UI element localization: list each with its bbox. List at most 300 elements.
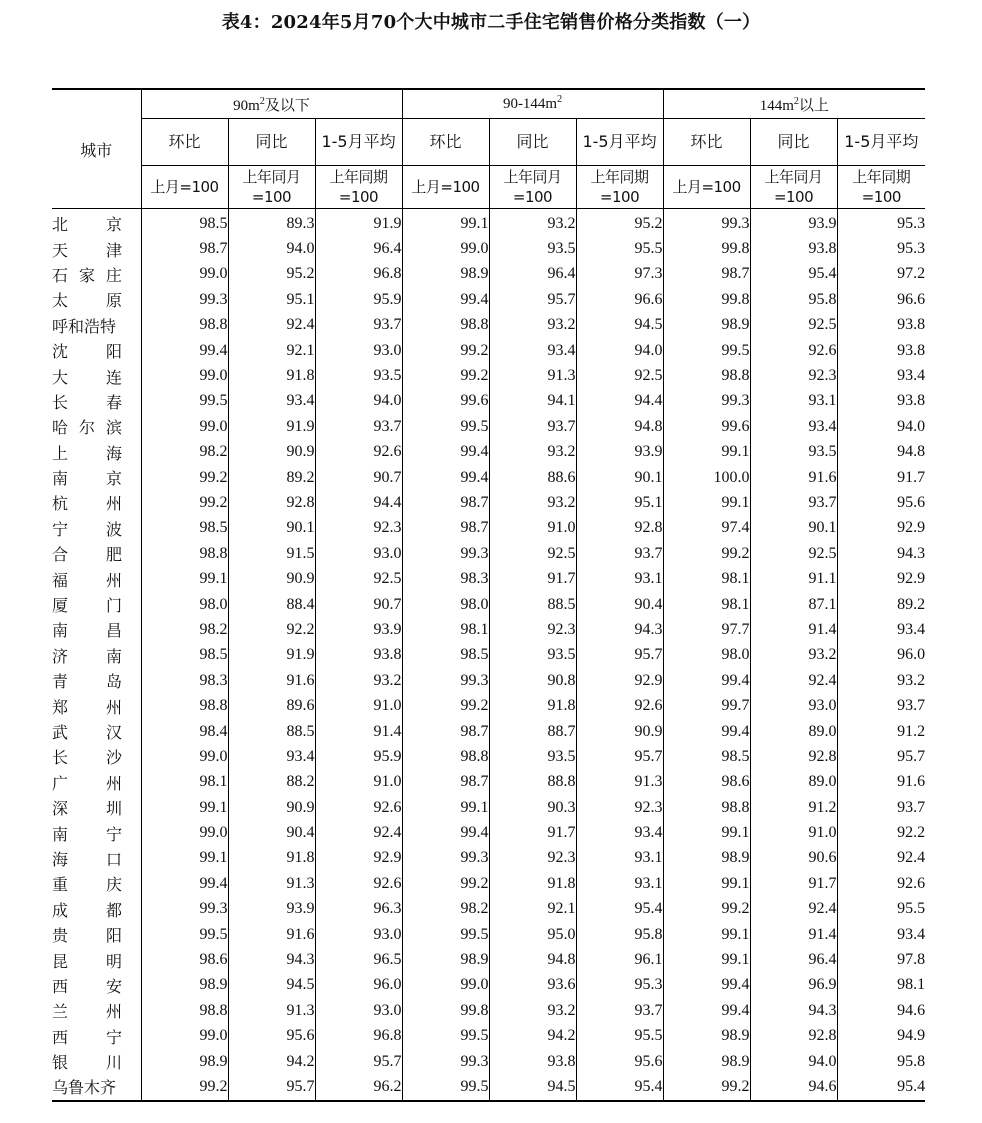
index-value: 92.3	[315, 516, 402, 541]
index-value: 88.4	[228, 592, 315, 617]
index-value: 99.3	[402, 1049, 489, 1074]
index-value: 92.8	[228, 490, 315, 515]
index-value: 93.8	[315, 643, 402, 668]
index-value: 95.7	[489, 287, 576, 312]
index-value: 91.8	[228, 363, 315, 388]
index-value: 92.1	[228, 338, 315, 363]
index-value: 90.3	[489, 795, 576, 820]
index-value: 94.0	[837, 414, 925, 439]
index-value: 89.2	[837, 592, 925, 617]
city-name	[52, 871, 141, 896]
index-value: 90.1	[576, 465, 663, 490]
index-value: 99.1	[663, 871, 750, 896]
index-value: 89.6	[228, 693, 315, 718]
index-value: 99.0	[141, 1024, 228, 1049]
index-value: 96.4	[750, 947, 837, 972]
index-value: 87.1	[750, 592, 837, 617]
index-value: 93.2	[489, 998, 576, 1023]
index-value: 88.8	[489, 770, 576, 795]
index-value: 95.7	[315, 1049, 402, 1074]
table-row	[52, 490, 925, 515]
index-value: 95.7	[576, 744, 663, 769]
city-name	[52, 592, 141, 617]
index-value: 95.4	[837, 1074, 925, 1100]
index-value: 91.7	[837, 465, 925, 490]
index-value: 99.7	[663, 693, 750, 718]
size-group-superscript: 2	[259, 95, 265, 107]
index-value: 96.9	[750, 973, 837, 998]
index-value: 94.0	[576, 338, 663, 363]
index-value: 94.1	[489, 389, 576, 414]
index-value: 90.1	[750, 516, 837, 541]
index-value: 98.9	[402, 262, 489, 287]
index-value: 92.1	[489, 897, 576, 922]
index-value: 91.9	[228, 414, 315, 439]
city-name-text: 杭 州	[52, 494, 122, 514]
index-value: 93.4	[489, 338, 576, 363]
city-name	[52, 897, 141, 922]
size-group-label: 144m	[759, 97, 794, 114]
index-value: 95.8	[837, 1049, 925, 1074]
index-value: 89.2	[228, 465, 315, 490]
index-value: 91.3	[228, 998, 315, 1023]
index-value: 98.1	[663, 592, 750, 617]
index-value: 98.8	[402, 744, 489, 769]
metric-base-header: 上年同月=100	[489, 166, 576, 209]
city-name-text: 西 宁	[52, 1027, 122, 1047]
metric-base-header: 上年同期=100	[576, 166, 663, 209]
index-value: 99.5	[663, 338, 750, 363]
table-row	[52, 693, 925, 718]
index-value: 92.4	[228, 313, 315, 338]
city-name-text: 石 家 庄	[52, 265, 122, 285]
index-value: 91.4	[315, 719, 402, 744]
city-name-text: 西 安	[52, 976, 122, 996]
city-name	[52, 516, 141, 541]
index-value: 93.0	[315, 338, 402, 363]
size-group-suffix: 以上	[798, 97, 829, 114]
index-value: 94.5	[576, 313, 663, 338]
index-value: 92.9	[837, 516, 925, 541]
city-name-text: 贵 阳	[52, 926, 122, 946]
index-value: 90.9	[576, 719, 663, 744]
index-value: 93.7	[837, 795, 925, 820]
index-value: 98.1	[837, 973, 925, 998]
index-value: 89.0	[750, 719, 837, 744]
city-name-text: 北 京	[52, 215, 122, 235]
index-value: 92.6	[576, 693, 663, 718]
size-group-header	[402, 89, 663, 119]
metric-header: 1-5月平均	[576, 119, 663, 166]
index-value: 93.1	[576, 871, 663, 896]
index-value: 92.4	[315, 820, 402, 845]
index-value: 93.1	[576, 566, 663, 591]
index-value: 98.6	[141, 947, 228, 972]
city-name	[52, 719, 141, 744]
table-row	[52, 846, 925, 871]
index-value: 93.1	[750, 389, 837, 414]
index-value: 94.8	[837, 440, 925, 465]
metric-base-header: 上年同月=100	[750, 166, 837, 209]
index-value: 99.1	[663, 820, 750, 845]
metric-header: 同比	[489, 119, 576, 166]
index-value: 95.9	[315, 287, 402, 312]
index-value: 99.2	[402, 338, 489, 363]
index-value: 95.6	[228, 1024, 315, 1049]
city-name-text: 海 口	[52, 849, 122, 869]
metric-base-header: 上年同月=100	[228, 166, 315, 209]
index-value: 97.2	[837, 262, 925, 287]
index-value: 90.9	[228, 566, 315, 591]
index-value: 94.2	[489, 1024, 576, 1049]
index-value: 93.5	[315, 363, 402, 388]
index-value: 99.2	[141, 465, 228, 490]
index-value: 99.1	[663, 490, 750, 515]
index-value: 98.7	[402, 490, 489, 515]
size-group-label: 90-144m	[502, 95, 558, 112]
index-value: 91.0	[489, 516, 576, 541]
index-value: 91.2	[837, 719, 925, 744]
index-value: 99.4	[141, 338, 228, 363]
index-value: 91.9	[228, 643, 315, 668]
index-value: 96.6	[837, 287, 925, 312]
index-value: 98.2	[402, 897, 489, 922]
city-name-text: 上 海	[52, 443, 122, 463]
index-value: 100.0	[663, 465, 750, 490]
index-value: 93.7	[576, 541, 663, 566]
table-row	[52, 820, 925, 845]
page-title: 表4：2024年5月70个大中城市二手住宅销售价格分类指数（一）	[221, 12, 761, 33]
index-value: 98.9	[663, 313, 750, 338]
city-name	[52, 643, 141, 668]
table-row	[52, 947, 925, 972]
index-value: 95.2	[576, 209, 663, 237]
index-value: 99.1	[141, 846, 228, 871]
index-value: 99.0	[141, 363, 228, 388]
index-value: 97.7	[663, 617, 750, 642]
index-value: 92.4	[750, 897, 837, 922]
city-name	[52, 1049, 141, 1074]
metric-base-header: 上年同期=100	[837, 166, 925, 209]
index-value: 92.3	[489, 617, 576, 642]
index-value: 93.9	[315, 617, 402, 642]
index-value: 93.9	[576, 440, 663, 465]
index-value: 91.3	[228, 871, 315, 896]
index-value: 99.2	[402, 363, 489, 388]
city-name-text: 济 南	[52, 646, 122, 666]
index-value: 99.5	[402, 922, 489, 947]
index-value: 98.9	[663, 1049, 750, 1074]
index-value: 98.7	[141, 236, 228, 261]
city-name	[52, 770, 141, 795]
index-value: 98.7	[402, 719, 489, 744]
index-value: 93.2	[489, 209, 576, 237]
city-name	[52, 465, 141, 490]
index-value: 99.0	[141, 262, 228, 287]
index-value: 98.1	[141, 770, 228, 795]
index-value: 98.7	[402, 770, 489, 795]
table-row	[52, 414, 925, 439]
table-row	[52, 973, 925, 998]
index-value: 92.8	[576, 516, 663, 541]
index-value: 90.9	[228, 440, 315, 465]
index-value: 99.4	[663, 668, 750, 693]
index-value: 98.8	[141, 998, 228, 1023]
index-value: 92.6	[315, 440, 402, 465]
index-value: 98.9	[663, 1024, 750, 1049]
index-value: 89.3	[228, 209, 315, 237]
index-value: 98.2	[141, 440, 228, 465]
index-value: 91.8	[228, 846, 315, 871]
index-value: 93.5	[489, 236, 576, 261]
index-value: 92.8	[750, 1024, 837, 1049]
index-value: 98.5	[402, 643, 489, 668]
table-row	[52, 440, 925, 465]
index-value: 93.7	[750, 490, 837, 515]
index-value: 99.2	[141, 490, 228, 515]
index-value: 93.9	[750, 209, 837, 237]
index-value: 99.4	[663, 973, 750, 998]
index-value: 93.4	[228, 389, 315, 414]
index-value: 90.1	[228, 516, 315, 541]
index-value: 96.3	[315, 897, 402, 922]
index-value: 96.8	[315, 262, 402, 287]
index-value: 98.8	[402, 313, 489, 338]
index-value: 94.4	[315, 490, 402, 515]
index-value: 99.3	[402, 668, 489, 693]
city-name-text: 呼和浩特	[52, 316, 117, 336]
index-value: 98.2	[141, 617, 228, 642]
table-row	[52, 541, 925, 566]
index-value: 93.2	[750, 643, 837, 668]
index-value: 93.9	[228, 897, 315, 922]
index-value: 99.2	[663, 541, 750, 566]
metric-header: 1-5月平均	[315, 119, 402, 166]
index-value: 98.0	[141, 592, 228, 617]
index-value: 94.2	[228, 1049, 315, 1074]
index-value: 99.4	[402, 820, 489, 845]
index-value: 96.2	[315, 1074, 402, 1100]
index-value: 99.6	[663, 414, 750, 439]
index-value: 98.9	[141, 1049, 228, 1074]
index-value: 92.5	[750, 313, 837, 338]
index-value: 94.8	[576, 414, 663, 439]
index-value: 96.6	[576, 287, 663, 312]
index-value: 99.4	[402, 287, 489, 312]
index-value: 92.2	[228, 617, 315, 642]
index-value: 92.4	[837, 846, 925, 871]
index-value: 91.7	[489, 566, 576, 591]
table-row	[52, 795, 925, 820]
city-name-text: 长 春	[52, 392, 122, 412]
index-value: 91.0	[315, 693, 402, 718]
index-value: 98.5	[141, 516, 228, 541]
index-value: 99.1	[402, 795, 489, 820]
index-value: 95.4	[576, 1074, 663, 1100]
index-value: 99.3	[663, 209, 750, 237]
city-name	[52, 262, 141, 287]
index-value: 95.2	[228, 262, 315, 287]
index-value: 95.1	[576, 490, 663, 515]
index-value: 99.2	[663, 897, 750, 922]
index-value: 99.4	[402, 465, 489, 490]
index-value: 99.8	[663, 236, 750, 261]
index-value: 98.8	[141, 541, 228, 566]
index-value: 96.4	[489, 262, 576, 287]
index-value: 95.8	[576, 922, 663, 947]
index-value: 91.6	[228, 922, 315, 947]
city-name-text: 广 州	[52, 773, 122, 793]
index-value: 98.3	[402, 566, 489, 591]
index-value: 93.4	[837, 363, 925, 388]
city-name	[52, 1074, 141, 1100]
table-row	[52, 922, 925, 947]
index-value: 93.4	[750, 414, 837, 439]
index-value: 93.7	[489, 414, 576, 439]
city-name-text: 太 原	[52, 291, 122, 311]
city-name	[52, 947, 141, 972]
city-name-text: 深 圳	[52, 799, 122, 819]
city-name	[52, 287, 141, 312]
table-row	[52, 897, 925, 922]
index-value: 93.7	[837, 693, 925, 718]
index-value: 95.0	[489, 922, 576, 947]
index-value: 98.8	[141, 693, 228, 718]
index-value: 99.0	[402, 236, 489, 261]
index-value: 95.9	[315, 744, 402, 769]
city-name	[52, 795, 141, 820]
index-value: 99.5	[402, 414, 489, 439]
index-value: 92.6	[837, 871, 925, 896]
index-value: 93.0	[315, 541, 402, 566]
index-value: 88.7	[489, 719, 576, 744]
metric-header: 环比	[663, 119, 750, 166]
city-name	[52, 744, 141, 769]
index-value: 94.3	[576, 617, 663, 642]
index-value: 90.4	[228, 820, 315, 845]
city-name	[52, 1024, 141, 1049]
city-column-header: 城市	[52, 89, 141, 209]
index-value: 96.1	[576, 947, 663, 972]
index-value: 90.8	[489, 668, 576, 693]
index-value: 99.5	[141, 922, 228, 947]
index-value: 97.3	[576, 262, 663, 287]
index-value: 92.8	[750, 744, 837, 769]
city-name-text: 青 岛	[52, 672, 122, 692]
city-name-text: 天 津	[52, 240, 122, 260]
table-row	[52, 566, 925, 591]
index-value: 93.4	[837, 922, 925, 947]
city-name-text: 长 沙	[52, 748, 122, 768]
price-index-table	[52, 88, 925, 1102]
index-value: 93.2	[489, 440, 576, 465]
index-value: 91.6	[228, 668, 315, 693]
index-value: 91.5	[228, 541, 315, 566]
index-value: 90.9	[228, 795, 315, 820]
index-value: 99.0	[402, 973, 489, 998]
city-name-text: 南 京	[52, 469, 122, 489]
table-row	[52, 516, 925, 541]
index-value: 93.0	[315, 922, 402, 947]
index-value: 94.5	[228, 973, 315, 998]
index-value: 88.5	[228, 719, 315, 744]
city-name-text: 郑 州	[52, 697, 122, 717]
city-name	[52, 846, 141, 871]
metric-base-header: 上月=100	[663, 166, 750, 209]
index-value: 94.6	[837, 998, 925, 1023]
index-value: 94.0	[750, 1049, 837, 1074]
index-value: 97.8	[837, 947, 925, 972]
index-value: 98.6	[663, 770, 750, 795]
city-name-text: 昆 明	[52, 951, 122, 971]
index-value: 91.0	[315, 770, 402, 795]
size-group-label: 90m	[233, 97, 260, 114]
city-name-text: 兰 州	[52, 1002, 122, 1022]
table-row	[52, 1049, 925, 1074]
index-value: 96.0	[315, 973, 402, 998]
size-group-suffix: 及以下	[264, 97, 310, 114]
index-value: 93.4	[837, 617, 925, 642]
index-value: 92.9	[315, 846, 402, 871]
city-name	[52, 541, 141, 566]
index-value: 99.4	[663, 719, 750, 744]
index-value: 94.5	[489, 1074, 576, 1100]
index-value: 96.4	[315, 236, 402, 261]
index-value: 94.4	[576, 389, 663, 414]
index-value: 88.5	[489, 592, 576, 617]
index-value: 91.1	[750, 566, 837, 591]
table-row	[52, 287, 925, 312]
city-name-text: 乌鲁木齐	[52, 1078, 117, 1098]
index-value: 92.3	[576, 795, 663, 820]
index-value: 90.4	[576, 592, 663, 617]
index-value: 95.6	[576, 1049, 663, 1074]
index-value: 95.7	[576, 643, 663, 668]
index-value: 93.8	[837, 313, 925, 338]
index-value: 99.2	[141, 1074, 228, 1100]
index-value: 95.7	[228, 1074, 315, 1100]
index-value: 94.0	[228, 236, 315, 261]
index-value: 94.3	[837, 541, 925, 566]
metric-header: 1-5月平均	[837, 119, 925, 166]
index-value: 99.0	[141, 820, 228, 845]
index-value: 91.3	[489, 363, 576, 388]
city-name-text: 重 庆	[52, 875, 122, 895]
city-name	[52, 414, 141, 439]
index-value: 92.6	[315, 795, 402, 820]
city-name	[52, 236, 141, 261]
index-value: 92.2	[837, 820, 925, 845]
index-value: 92.5	[750, 541, 837, 566]
index-value: 95.3	[837, 209, 925, 237]
table-row	[52, 643, 925, 668]
index-value: 98.7	[402, 516, 489, 541]
index-value: 95.4	[576, 897, 663, 922]
index-value: 94.8	[489, 947, 576, 972]
index-value: 92.6	[750, 338, 837, 363]
size-group-superscript: 2	[557, 93, 563, 105]
index-value: 93.7	[576, 998, 663, 1023]
index-value: 94.9	[837, 1024, 925, 1049]
index-value: 93.7	[315, 313, 402, 338]
index-value: 93.8	[489, 1049, 576, 1074]
index-value: 96.8	[315, 1024, 402, 1049]
metric-header: 同比	[228, 119, 315, 166]
index-value: 95.3	[837, 236, 925, 261]
index-value: 99.1	[663, 947, 750, 972]
table-row	[52, 998, 925, 1023]
city-name	[52, 209, 141, 237]
